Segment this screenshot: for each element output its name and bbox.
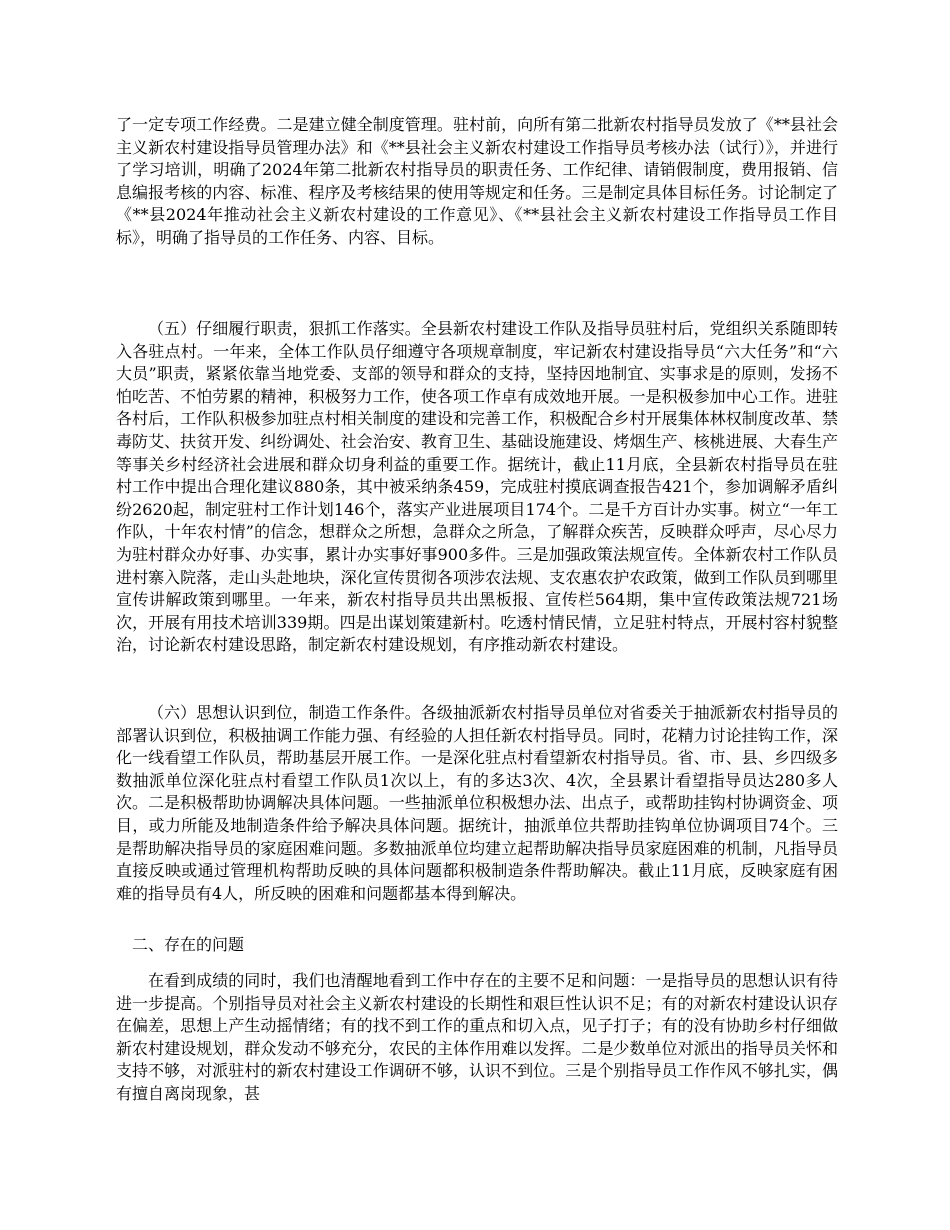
paragraph-problems: 在看到成绩的同时，我们也清醒地看到工作中存在的主要不足和问题：一是指导员的思想认识有待进一步提高。个别指导员对社会主义新农村建设的长期性和艰巨性认识不足；有的对新农村建设认识存在偏差，思想上产生动摇情绪；有的找不到工作的重点和切入点，见子打子；有的没有协助乡村仔细做新农村建设规划，群众发动不够充分，农民的主体作用难以发挥。二是少数单位对派出的指导员关怀和支持不够，对派驻村的新农村建设工作调研不够，认识不到位。三是个别指导员工作作风不够扎实，偶有擅自离岗现象，甚 [116, 971, 838, 1103]
paragraph-section-6: （六）思想认识到位，制造工作条件。各级抽派新农村指导员单位对省委关于抽派新农村指导员的部署认识到位，积极抽调工作能力强、有经验的人担任新农村指导员。同时，花精力讨论挂钩工作，深化一线看望工作队员，帮助基层开展工作。一是深化驻点村看望新农村指导员。省、市、县、乡四级多数抽派单位深化驻点村看望工作队员1次以上，有的多达3次、4次，全县累计看望指导员达280多人次。二是积极帮助协调解决具体问题。一些抽派单位积极想办法、出点子，或帮助挂钩村协调资金、项目，或力所能及地制造条件给予解决具体问题。据统计，抽派单位共帮助挂钩单位协调项目74个。三是帮助解决指导员的家庭困难问题。多数抽派单位均建立起帮助解决指导员家庭困难的机制，凡指导员直接反映或通过管理机构帮助反映的具体问题都积极制造条件帮助解决。截止11月底，反映家庭有困难的指导员有4人，所反映的困难和问题都基本得到解决。 [116, 703, 838, 903]
paragraph-continued: 了一定专项工作经费。二是建立健全制度管理。驻村前，向所有第二批新农村指导员发放了《**县社会主义新农村建设指导员管理办法》和《**县社会主义新农村建设工作指导员考核办法（试行）》，并进行了学习培训，明确了2024年第二批新农村指导员的职责任务、工作纪律、请销假制度，费用报销、信息编报考核的内容、标准、程序及考核结果的使用等规定和任务。三是制定具体目标任务。讨论制定了《**县2024年推动社会主义新农村建设的工作意见》、《**县社会主义新农村建设工作指导员工作目标》，明确了指导员的工作任务、内容、目标。 [116, 115, 838, 247]
paragraph-section-5: （五）仔细履行职责，狠抓工作落实。全县新农村建设工作队及指导员驻村后，党组织关系随即转入各驻点村。一年来，全体工作队员仔细遵守各项规章制度，牢记新农村建设指导员“六大任务”和“六大员”职责，紧紧依靠当地党委、支部的领导和群众的支持，坚持因地制宜、实事求是的原则，发扬不怕吃苦、不怕劳累的精神，积极努力工作，使各项工作卓有成效地开展。一是积极参加中心工作。进驻各村后，工作队积极参加驻点村相关制度的建设和完善工作，积极配合乡村开展集体林权制度改革、禁毒防艾、扶贫开发、纠纷调处、社会治安、教育卫生、基础设施建设、烤烟生产、核桃进展、大春生产等事关乡村经济社会进展和群众切身利益的重要工作。据统计，截止11月底，全县新农村指导员在驻村工作中提出合理化建议880条，其中被采纳条459，完成驻村摸底调查报告421个，参加调解矛盾纠纷2620起，制定驻村工作计划146个，落实产业进展项目174个。二是千方百计办实事。树立“一年工作队，十年农村情”的信念，想群众之所想，急群众之所急，了解群众疾苦，反映群众呼声，尽心尽力为驻村群众办好事、办实事，累计办实事好事900多件。三是加强政策法规宣传。全体新农村工作队员进村寨入院落，走山头赴地块，深化宣传贯彻各项涉农法规、支农惠农护农政策，做到工作队员到哪里宣传讲解政策到哪里。一年来，新农村指导员共出黑板报、宣传栏564期，集中宣传政策法规721场次，开展有用技术培训339期。四是出谋划策建新村。吃透村情民情，立足驻村特点，开展村容村貌整治，讨论新农村建设思路，制定新农村建设规划，有序推动新农村建设。 [116, 319, 838, 655]
section-heading-problems: 二、存在的问题 [132, 935, 245, 954]
